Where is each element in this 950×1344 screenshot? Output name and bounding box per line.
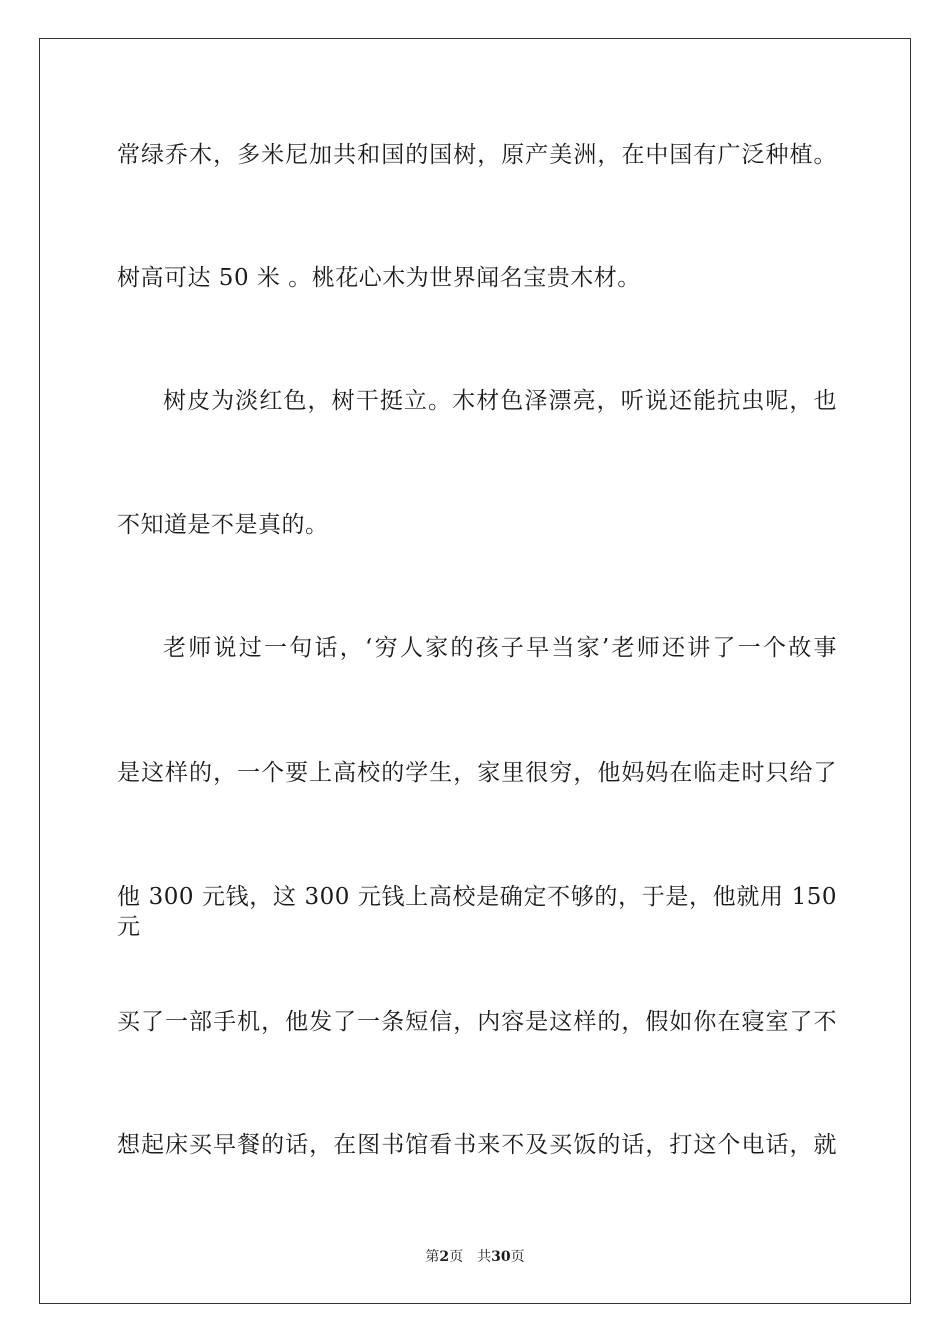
- footer-total-suffix: 页: [510, 1249, 525, 1265]
- text-line-3: 树皮为淡红色，树干挺立。木材色泽漂亮，听说还能抗虫呢，也: [163, 388, 837, 414]
- footer-page-suffix: 页: [449, 1249, 464, 1265]
- text-line-9: 想起床买早餐的话，在图书馆看书来不及买饭的话，打这个电话，就: [117, 1132, 837, 1158]
- text-line-6: 是这样的，一个要上高校的学生，家里很穷，他妈妈在临走时只给了: [117, 760, 837, 786]
- text-line-7: 他 300 元钱，这 300 元钱上高校是确定不够的，于是，他就用 150 元: [117, 884, 837, 940]
- footer-total-prefix: 共: [477, 1249, 492, 1265]
- text-line-4: 不知道是不是真的。: [117, 512, 329, 538]
- page-border: [39, 38, 911, 1304]
- footer-page-number: 2: [439, 1249, 450, 1265]
- text-line-5: 老师说过一句话，‘穷人家的孩子早当家’老师还讲了一个故事: [163, 635, 837, 661]
- text-line-1: 常绿乔木，多米尼加共和国的国树，原产美洲，在中国有广泛种植。: [117, 142, 837, 168]
- text-line-8: 买了一部手机，他发了一条短信，内容是这样的，假如你在寝室了不: [117, 1009, 837, 1035]
- footer-total-number: 30: [491, 1249, 511, 1265]
- page-footer: [0, 1248, 950, 1266]
- footer-page-prefix: 第: [425, 1249, 440, 1265]
- text-line-2: 树高可达 50 米 。桃花心木为世界闻名宝贵木材。: [117, 265, 641, 291]
